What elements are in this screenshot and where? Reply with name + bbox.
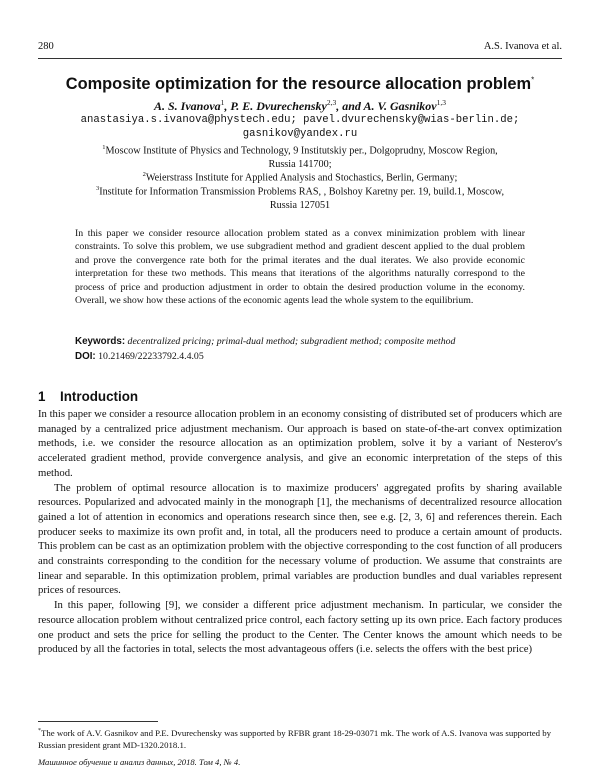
paragraph: In this paper, following [9], we consider a different price adjustment mechanism. In particular, we consider the resource allocation problem without centralized price control, each factory setting up its own price. Each factory produces one product and sets the price for selling the product to the Center. The Center knows the amount which needs to be produced by all the factories in total, selects the most advantageous offers (i.e. selects the offers with the best price): [38, 599, 562, 656]
affiliation-mark: 3: [95, 185, 100, 192]
affiliation-mark: 2: [142, 171, 146, 178]
keywords-text: decentralized pricing; primal-dual method; subgradient method; composite method: [127, 336, 456, 347]
footnote: [38, 726, 562, 752]
journal-line: Машинное обучение и анализ данных, 2018. Том 4, № 4.: [38, 757, 241, 767]
section-number: 1: [38, 389, 46, 404]
footnote-mark: *: [38, 728, 41, 734]
doi-value[interactable]: 10.21469/22233792.4.4.05: [98, 351, 204, 362]
doi-label: DOI:: [75, 351, 96, 362]
author-name: P. E. Dvurechensky: [230, 99, 327, 113]
author-separator: ,: [224, 99, 231, 113]
author-affil-mark: 1: [220, 98, 225, 107]
paragraph: The problem of optimal resource allocation is to maximize producers' aggregated profits by sharing available resources. Popularized and advocated mainly in the monograph [1], the mechanisms of decentralized resource allocation gained a lot of attention in economics and operations research since then, see e.g. [2, 3, 6] and references therein. Each producer seeks to maximize its own profit and, in total, all the producers need to produce a certain amount of products. This problem can be cast as an optimization problem with the objective corresponding to the cost function of all producers and constraints corresponding to the condition for the necessary volume of production. We assume that constraints are linear and separable. In this optimization problem, primal variables are production bundles and dual variables represent prices of resources.: [38, 481, 562, 597]
title-text: Composite optimization for the resource allocation problem: [65, 75, 532, 93]
author-list: [0, 98, 600, 114]
affiliation: [55, 182, 545, 212]
footnote-rule: [38, 721, 158, 722]
keywords-label: Keywords:: [75, 336, 126, 347]
author-separator: , and: [336, 99, 364, 113]
running-authors: A.S. Ivanova et al.: [483, 41, 562, 52]
section-heading: [38, 389, 138, 404]
author-affil-mark: 2,3: [326, 98, 337, 107]
paper-title: [0, 75, 600, 94]
abstract: In this paper we consider resource allocation problem stated as a convex minimization problem with linear constraints. To solve this problem, we use subgradient method and gradient descent applied to the dual problem and prove the convergence rate both for the primal iterates and the dual iterates. We also provide economic interpretation for these two methods. This means that iterations of the algorithms naturally correspond to the process of price and production adjustment in order to obtain the desired production volume in the economy. Overall, we show how these actions of the economic agents lead the whole system to the equilibrium.: [75, 228, 525, 307]
body-text: [38, 407, 562, 657]
running-header: [38, 41, 562, 52]
author-name: A. V. Gasnikov: [363, 99, 437, 113]
email-line[interactable]: gasnikov@yandex.ru: [242, 128, 358, 140]
paragraph: In this paper we consider a resource allocation problem in an economy consisting of distributed set of producers which are managed by a centralized price adjustment mechanism. Our approach is based on state-of-the-art convex optimization methods, i.e. we consider the resource allocation as an optimization problem, solve it by a variant of Nesterov's accelerated gradient method, provide convergence analysis, and give an economic interpretation of the steps of this method.: [38, 408, 562, 479]
affiliation-text-cont: Russia 127051: [269, 199, 331, 211]
doi: [75, 351, 204, 362]
affiliation-text: Moscow Institute of Physics and Technology, 9 Institutskiy per., Dolgoprudny, Moscow Region,: [105, 145, 498, 157]
footnote-text: The work of A.V. Gasnikov and P.E. Dvurechensky was supported by RFBR grant 18-29-03071 mk. The work of A.S. Ivanova was supported by Russian president grant MD-1320.2018.1.: [38, 727, 552, 750]
affiliation-text: Weierstrass Institute for Applied Analysis and Stochastics, Berlin, Germany;: [145, 172, 458, 184]
page-number: 280: [38, 41, 54, 52]
affiliation: [55, 141, 545, 171]
author-affil-mark: 1,3: [436, 98, 446, 107]
email-line[interactable]: anastasiya.s.ivanova@phystech.edu; pavel.dvurechensky@wias-berlin.de;: [80, 114, 520, 126]
affiliation-text-cont: Russia 141700;: [268, 158, 332, 170]
header-rule: [38, 58, 562, 59]
keywords: [75, 335, 525, 348]
affiliation-text: Institute for Information Transmission Problems RAS, , Bolshoy Karetny per. 19, build.1, Moscow,: [99, 186, 505, 198]
section-title: Introduction: [60, 389, 139, 404]
author-emails: [60, 113, 540, 141]
author-name: A. S. Ivanova: [153, 99, 221, 113]
title-footnote-mark: *: [531, 75, 535, 85]
affiliation-mark: 1: [102, 144, 106, 151]
